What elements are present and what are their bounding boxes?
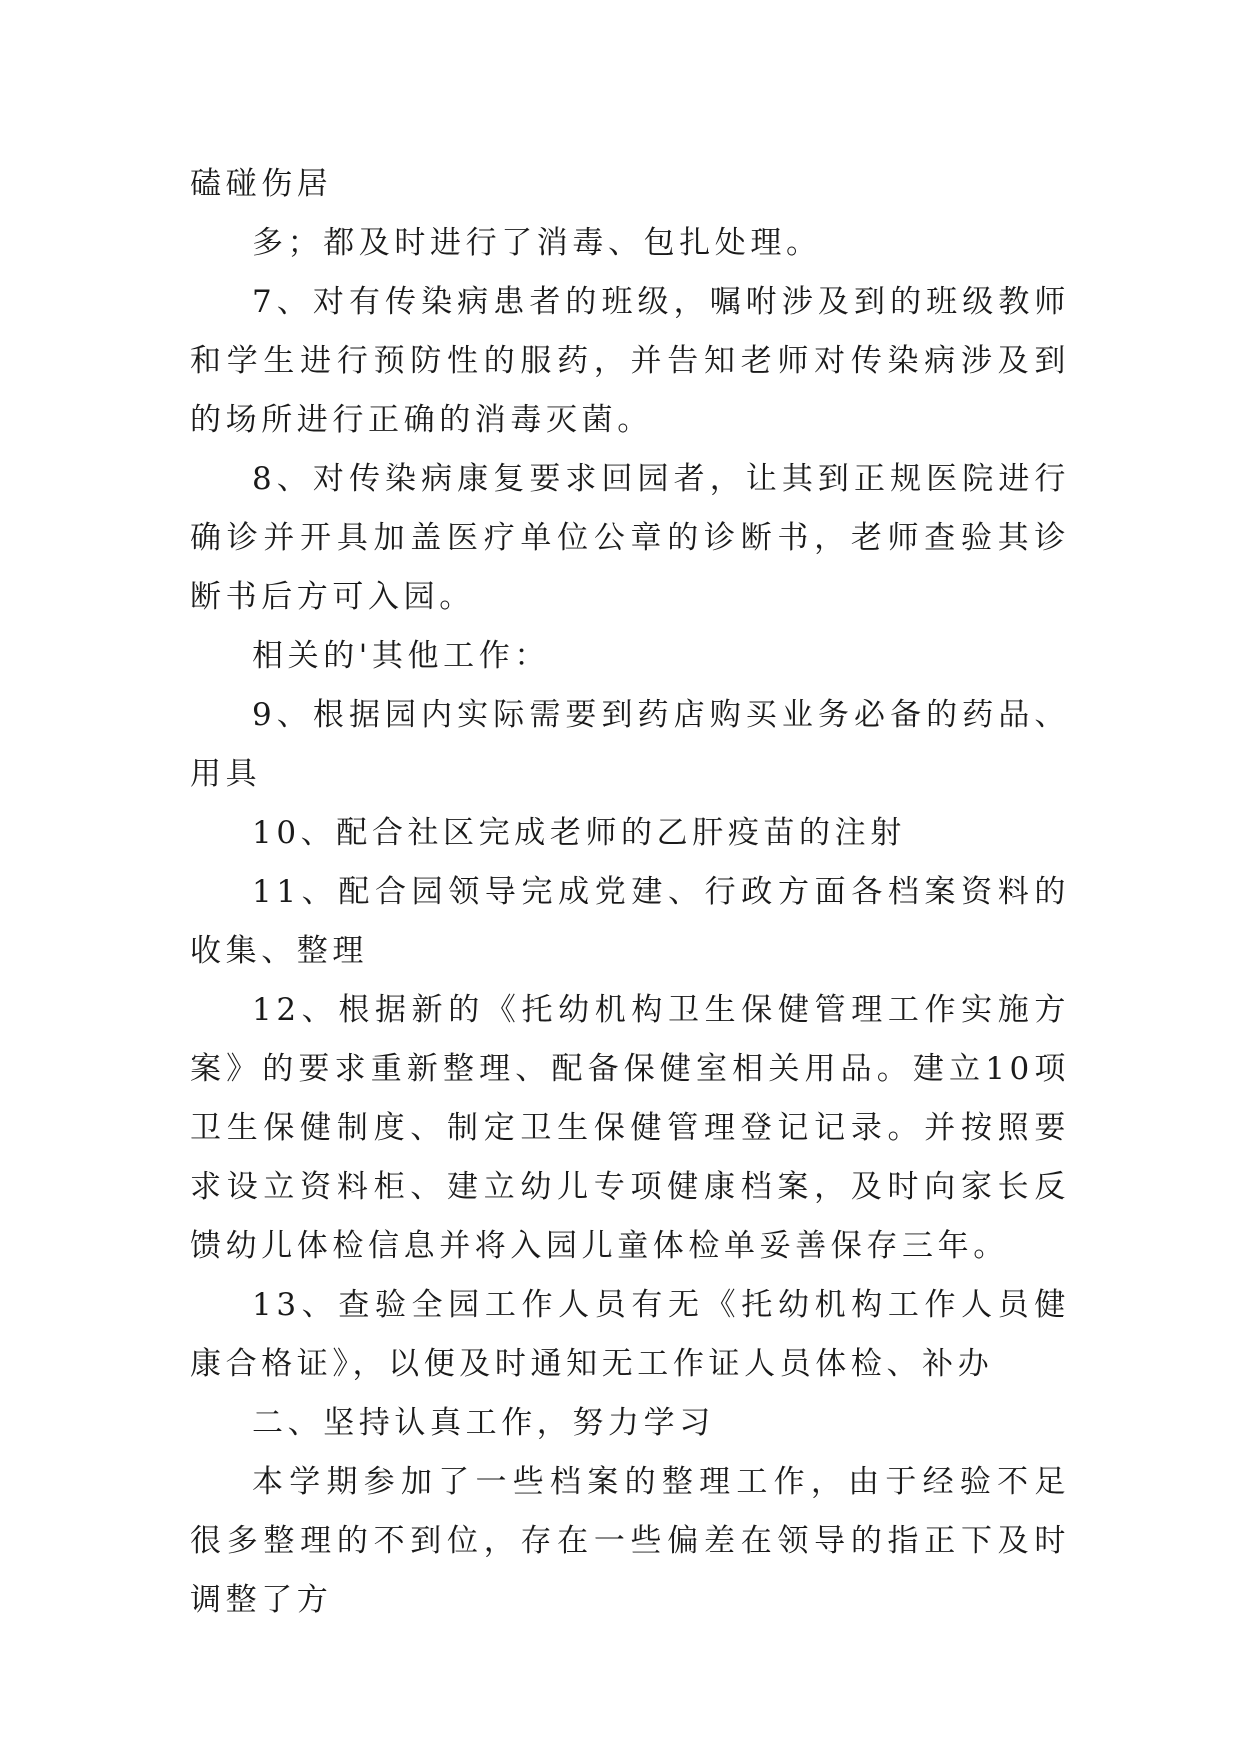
paragraph-4: 8、对传染病康复要求回园者，让其到正规医院进行确诊并开具加盖医疗单位公章的诊断书，老师查验其诊断书后方可入园。 — [190, 461, 1070, 615]
paragraph-11: 二、坚持认真工作，努力学习 — [252, 1405, 715, 1441]
paragraph-10: 13、查验全园工作人员有无《托幼机构工作人员健康合格证》，以便及时通知无工作证人员体检、补办 — [190, 1287, 1070, 1382]
document-body — [190, 155, 1070, 1630]
paragraph-7: 10、配合社区完成老师的乙肝疫苗的注射 — [252, 815, 906, 851]
paragraph-2: 多；都及时进行了消毒、包扎处理。 — [252, 225, 822, 261]
paragraph-5: 相关的'其他工作： — [252, 638, 550, 674]
paragraph-6: 9、根据园内实际需要到药店购买业务必备的药品、用具 — [190, 697, 1070, 792]
paragraph-8: 11、配合园领导完成党建、行政方面各档案资料的收集、整理 — [190, 874, 1070, 969]
paragraph-9: 12、根据新的《托幼机构卫生保健管理工作实施方案》的要求重新整理、配备保健室相关用品。建立10项卫生保健制度、制定卫生保健管理登记记录。并按照要求设立资料柜、建立幼儿专项健康档案，及时向家长反馈幼儿体检信息并将入园儿童体检单妥善保存三年。 — [190, 992, 1070, 1264]
paragraph-12: 本学期参加了一些档案的整理工作，由于经验不足很多整理的不到位，存在一些偏差在领导的指正下及时调整了方 — [190, 1464, 1070, 1618]
paragraph-3: 7、对有传染病患者的班级，嘱咐涉及到的班级教师和学生进行预防性的服药，并告知老师对传染病涉及到的场所进行正确的消毒灭菌。 — [190, 284, 1070, 438]
paragraph-1: 磕碰伤居 — [190, 166, 333, 202]
